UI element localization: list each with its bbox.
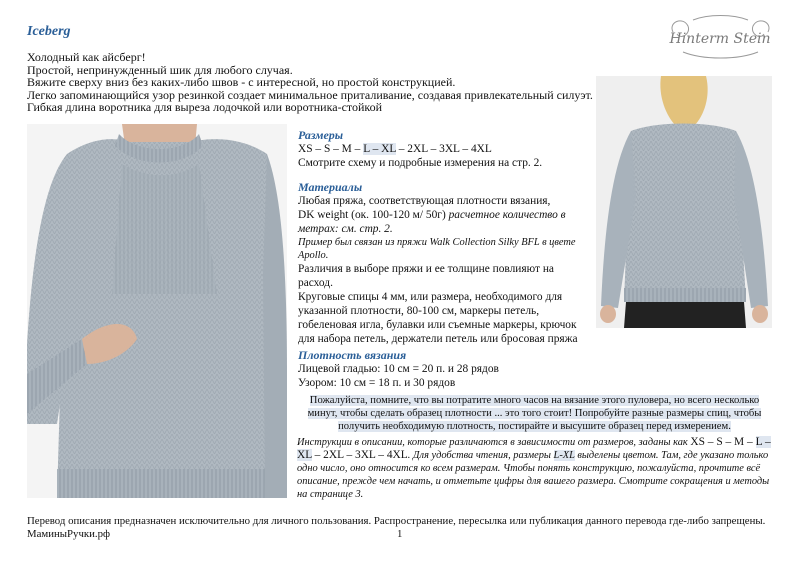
sizes-line: XS – S – M – L – XL – 2XL – 3XL – 4XL	[298, 143, 492, 155]
gauge-notice: Пожалуйста, помните, что вы потратите много часов на вязание этого пуловера, но всего несколько минут, чтобы сделать образец плотности ... это того стоит! Попробуйте разные размеры спиц, чтобы получить необходимую плотность, постирайте и высушите образец перед измерением.	[307, 395, 762, 432]
sizes-note: Смотрите схему и подробные измерения на стр. 2.	[298, 157, 543, 169]
materials-line: Любая пряжа, соответствующая плотности вязания,	[298, 195, 551, 207]
highlighted-sizes: L – XL	[363, 143, 396, 155]
footer	[27, 515, 787, 541]
intro-line: Легко запоминающийся узор резинкой создает минимальное приталивание, создавая привлекательный силуэт.	[27, 87, 593, 102]
intro-line: Гибкая длина воротника для выреза лодочкой или воротника-стойкой	[27, 100, 383, 115]
page-number: 1	[397, 528, 403, 540]
footer-site: МаминыРучки.рф	[27, 528, 110, 540]
sweater-photo-front	[27, 124, 287, 498]
materials-weight: DK weight (ок. 100-120 м/ 50г) расчетное количество в метрах: см. стр. 2.	[298, 209, 566, 235]
footer-disclaimer: Перевод описания предназначен исключительно для личного пользования. Распространение, пересылка или публикация данного перевода где-либо запрещены.	[27, 515, 766, 527]
sizes-section	[298, 128, 582, 170]
instructions-note: Инструкции в описании, которые различаются в зависимости от размеров, заданы как XS – S – M – L – XL – 2XL – 3XL – 4XL. Для удобства чтения, размеры L-XL выделены цветом. Там, где указано только одно число, оно относится ко всем размерам. Чтобы понять конструкцию, пожалуйста, прочтите всё описание, прежде чем начать, и отметьте цифры для вашего размера. Смотрите сокращения и методы на странице 3.	[297, 436, 771, 500]
gauge-line: Лицевой гладью: 10 см = 20 п. и 28 рядов	[298, 363, 499, 375]
intro-line: Вяжите сверху вниз без каких-либо швов - с интересной, но простой конструкцией.	[27, 75, 456, 90]
gauge-section	[298, 348, 582, 390]
materials-section	[298, 180, 582, 346]
materials-variation: Различия в выборе пряжи и ее толщине повлияют на расход.	[298, 263, 554, 289]
materials-tools: Круговые спицы 4 мм, или размера, необходимого для указанной плотности, 80-100 см, маркеры петель, гобеленовая игла, булавки или съемные маркеры, крючок для набора петель, держатели петель или бросовая пряжа	[298, 291, 578, 345]
gauge-line: Узором: 10 см = 18 п. и 30 рядов	[298, 377, 456, 389]
logo-text: Hinterm Stein	[669, 31, 771, 47]
materials-heading: Материалы	[298, 180, 363, 194]
sweater-photo-back	[596, 76, 772, 328]
sizes-heading: Размеры	[298, 128, 344, 142]
intro-line: Холодный как айсберг!	[27, 50, 146, 64]
gauge-heading: Плотность вязания	[298, 348, 407, 362]
pattern-title: Iceberg	[27, 24, 71, 39]
intro-block	[27, 51, 647, 114]
materials-example: Пример был связан из пряжи Walk Collection Silky BFL в цвете Apollo.	[298, 237, 576, 261]
brand-logo	[663, 12, 778, 64]
intro-line: Простой, непринужденный шик для любого случая.	[27, 62, 293, 77]
